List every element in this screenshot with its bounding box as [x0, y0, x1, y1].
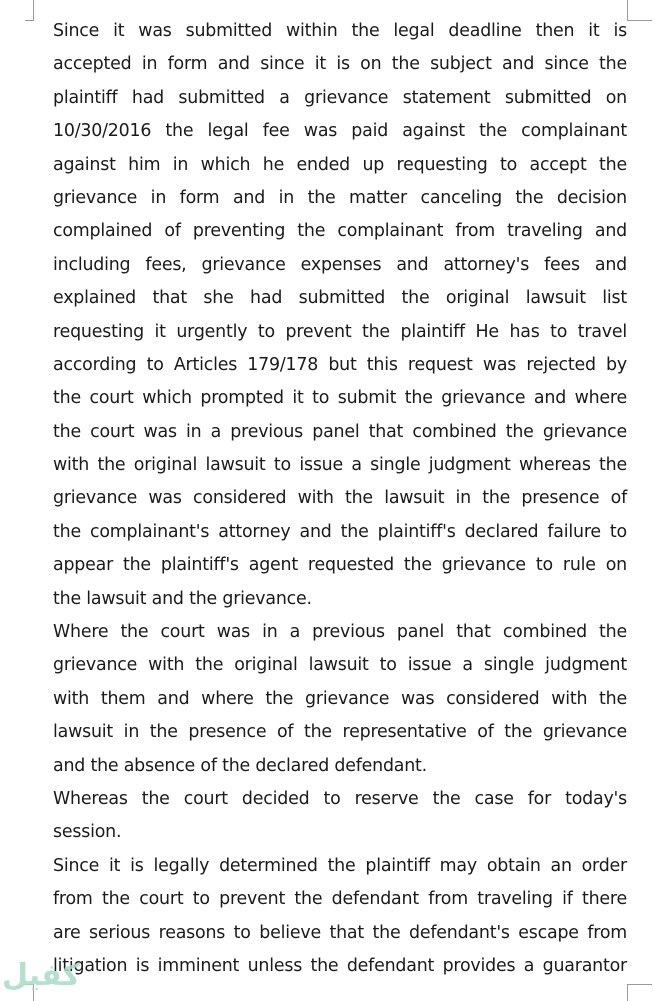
text-line: Where the court was in a previous panel that combined the [53, 622, 627, 643]
text-line: grievance was considered with the lawsuit in the presence of [53, 488, 627, 509]
text-line: with the original lawsuit to issue a single judgment whereas the [53, 455, 627, 476]
text-line: the complainant's attorney and the plaintiff's declared failure to [53, 521, 627, 542]
margin-corner-top-left [25, 0, 34, 21]
text-line: including fees, grievance expenses and attorney's fees and [53, 254, 627, 275]
text-line: accepted in form and since it is on the subject and since the [53, 54, 627, 75]
text-line: Since it was submitted within the legal deadline then it is [53, 21, 627, 41]
text-line: appear the plaintiff's agent requested the grievance to rule on [53, 555, 627, 576]
document-body [53, 15, 627, 983]
text-line: according to Articles 179/178 but this request was rejected by [53, 354, 627, 375]
text-line: complained of preventing the complainant from traveling and [53, 221, 627, 242]
margin-corner-bottom-right [627, 984, 652, 1001]
text-line: session. [53, 822, 122, 843]
text-line: Since it is legally determined the plaintiff may obtain an order [53, 855, 627, 876]
text-line: requesting it urgently to prevent the plaintiff He has to travel [53, 321, 627, 342]
text-line: plaintiff had submitted a grievance statement submitted on [53, 87, 627, 108]
text-line: the court was in a previous panel that combined the grievance [53, 421, 627, 442]
watermark-logo: كفيل [2, 958, 81, 993]
paragraph [53, 783, 627, 850]
text-line: grievance with the original lawsuit to issue a single judgment [53, 655, 627, 676]
text-line: lawsuit in the presence of the representative of the grievance [53, 722, 627, 743]
text-line: grievance in form and in the matter canceling the decision [53, 187, 627, 208]
text-line: litigation is imminent unless the defendant provides a guarantor [53, 955, 627, 976]
paragraph [53, 616, 627, 783]
text-line: the lawsuit and the grievance. [53, 588, 312, 609]
text-line: explained that she had submitted the original lawsuit list [53, 288, 627, 309]
text-line: with them and where the grievance was considered with the [53, 688, 627, 709]
text-line: are serious reasons to believe that the defendant's escape from [53, 922, 627, 943]
paragraph [53, 850, 627, 984]
paragraph [53, 15, 627, 616]
text-line: against him in which he ended up requesting to accept the [53, 154, 627, 175]
margin-corner-top-right [627, 0, 652, 21]
text-line: 10/30/2016 the legal fee was paid against the complainant [53, 121, 627, 142]
text-line: the court which prompted it to submit the grievance and where [53, 388, 627, 409]
text-line: and the absence of the declared defendant. [53, 755, 428, 776]
text-line: from the court to prevent the defendant from traveling if there [53, 889, 627, 910]
text-line: Whereas the court decided to reserve the case for today's [53, 788, 627, 809]
